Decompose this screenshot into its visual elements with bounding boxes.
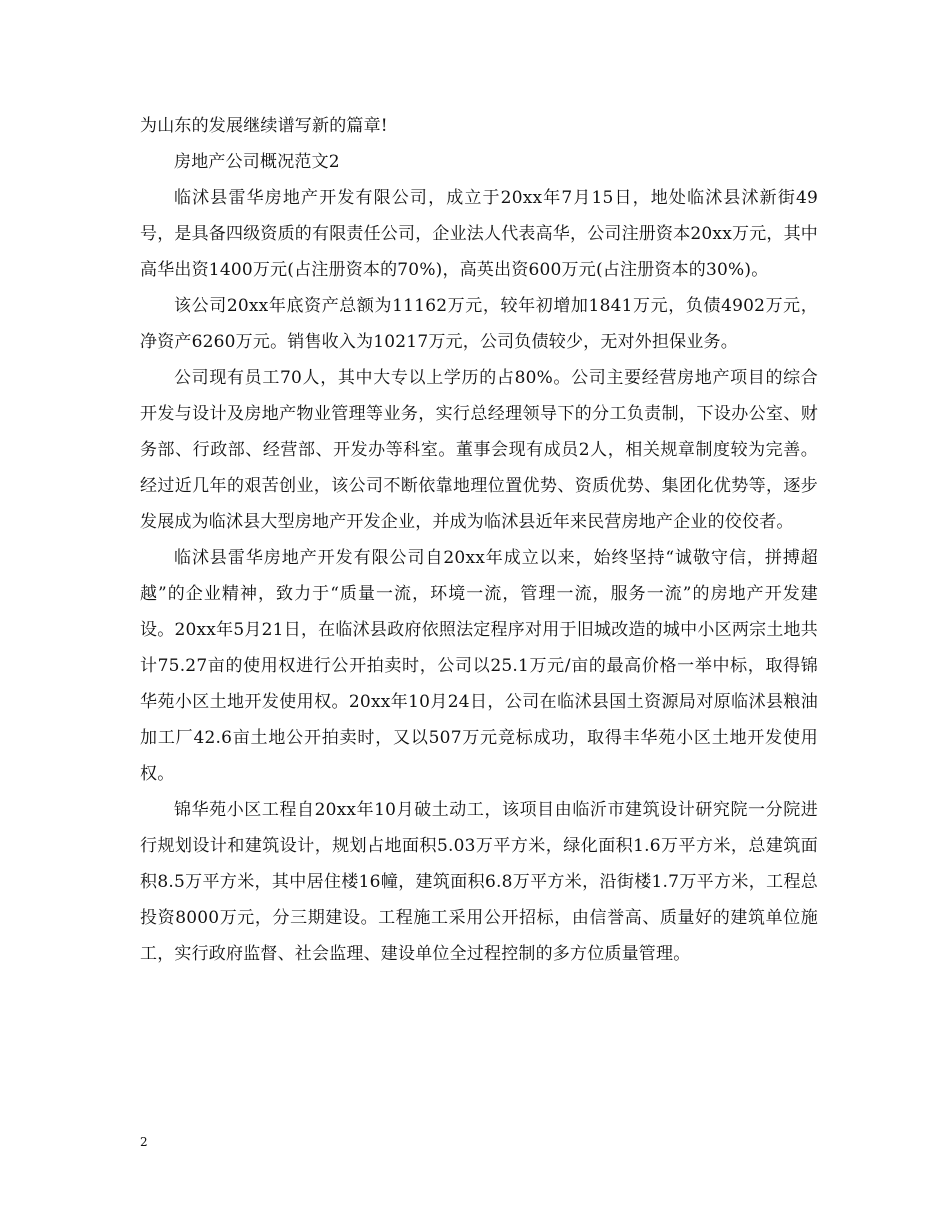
paragraph-continuation: 为山东的发展继续谱写新的篇章! [140, 116, 388, 136]
section-heading: 房地产公司概况范文2 [174, 152, 340, 172]
paragraph-financials: 该公司20xx年底资产总额为11162万元，较年初增加1841万元，负债4902万元，净资产6260万元。销售收入为10217万元，公司负债较少，无对外担保业务。 [140, 296, 818, 352]
paragraph-staff: 公司现有员工70人，其中大专以上学历的占80%。公司主要经营房地产项目的综合开发与设计及房地产物业管理等业务，实行总经理领导下的分工负责制，下设办公室、财务部、行政部、经营部、开发办等科室。董事会现有成员2人，相关规章制度较为完善。经过近几年的艰苦创业，该公司不断依靠地理位置优势、资质优势、集团化优势等，逐步发展成为临沭县大型房地产开发企业，并成为临沭县近年来民营房地产企业的佼佼者。 [140, 368, 818, 532]
document-body [140, 108, 818, 972]
paragraph-project: 锦华苑小区工程自20xx年10月破土动工，该项目由临沂市建筑设计研究院一分院进行规划设计和建筑设计，规划占地面积5.03万平方米，绿化面积1.6万平方米，总建筑面积8.5万平方米，其中居住楼16幢，建筑面积6.8万平方米，沿街楼1.7万平方米，工程总投资8000万元，分三期建设。工程施工采用公开招标，由信誉高、质量好的建筑单位施工，实行政府监督、社会监理、建设单位全过程控制的多方位质量管理。 [140, 800, 818, 964]
paragraph-history: 临沭县雷华房地产开发有限公司自20xx年成立以来，始终坚持“诚敬守信，拼搏超越”的企业精神，致力于“质量一流，环境一流，管理一流，服务一流”的房地产开发建设。20xx年5月21日，在临沭县政府依照法定程序对用于旧城改造的城中小区两宗土地共计75.27亩的使用权进行公开拍卖时，公司以25.1万元/亩的最高价格一举中标，取得锦华苑小区土地开发使用权。20xx年10月24日，公司在临沭县国土资源局对原临沭县粮油加工厂42.6亩土地公开拍卖时，又以507万元竞标成功，取得丰华苑小区土地开发使用权。 [140, 548, 818, 784]
page-number: 2 [140, 1135, 148, 1149]
paragraph-company-intro: 临沭县雷华房地产开发有限公司，成立于20xx年7月15日，地处临沭县沭新街49号，是具备四级资质的有限责任公司，企业法人代表高华，公司注册资本20xx万元，其中高华出资1400万元(占注册资本的70%)，高英出资600万元(占注册资本的30%)。 [140, 188, 819, 280]
